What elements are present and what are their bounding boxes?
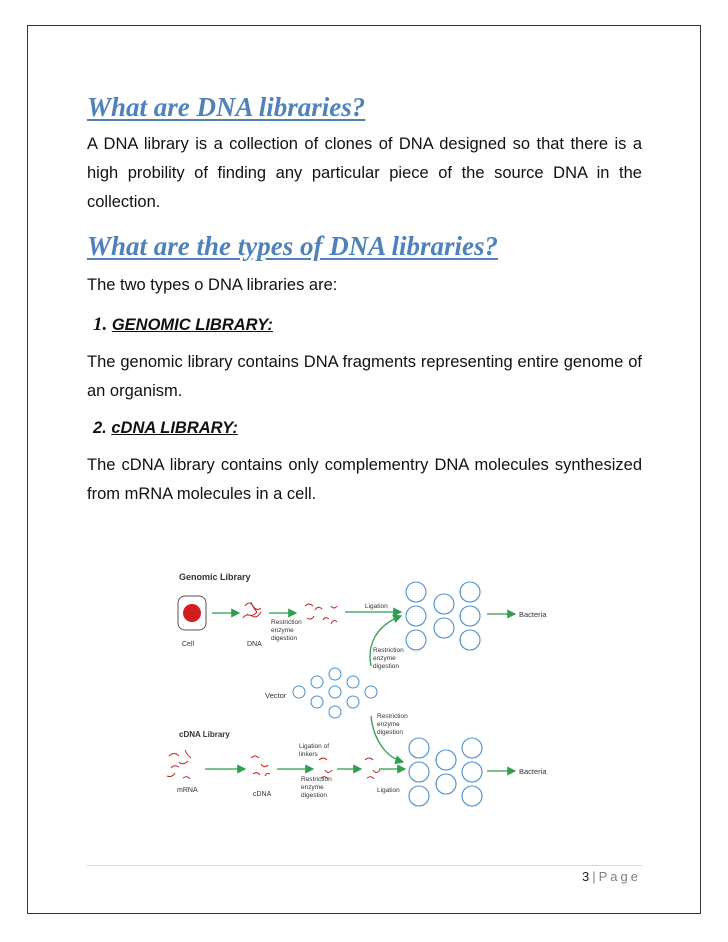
recombinant-plasmid	[406, 606, 426, 626]
paragraph-types-intro: The two types o DNA libraries are:	[87, 276, 338, 294]
mrna-label: mRNA	[177, 787, 198, 794]
genomic-library-title: Genomic Library	[179, 572, 251, 582]
cdna-label: cDNA	[253, 791, 272, 798]
list-label: GENOMIC LIBRARY:	[111, 316, 273, 334]
paragraph-cdna-library: The cDNA library contains only complementry DNA molecules synthesized from mRNA molecules in a cell.	[87, 456, 642, 503]
ligation-top-label: Ligation	[365, 603, 388, 610]
footer-divider	[87, 865, 642, 866]
recombinant-plasmid	[460, 606, 480, 626]
cdna-plasmid	[462, 738, 482, 758]
restriction-mid-line3: digestion	[373, 663, 400, 670]
page-number: 3	[582, 869, 590, 884]
cdna-plasmid	[462, 762, 482, 782]
cdna-plasmid	[436, 750, 456, 770]
digested-cdna-icon	[365, 758, 380, 779]
recombinant-plasmid	[406, 630, 426, 650]
restriction-low-line3: digestion	[377, 729, 404, 736]
heading-what-are-dna-libraries: What are DNA libraries?	[87, 92, 366, 122]
restriction-bot-line2: enzyme	[301, 784, 324, 791]
cdna-plasmid	[462, 786, 482, 806]
cdna-plasmid	[436, 774, 456, 794]
restriction-low-line2: enzyme	[377, 721, 400, 728]
recombinant-plasmid	[460, 582, 480, 602]
restriction-mid-line1: Restriction	[373, 647, 404, 654]
cdna-library-title: cDNA Library	[179, 730, 230, 739]
bacteria-top-label: Bacteria	[519, 610, 547, 619]
dna-label: DNA	[247, 641, 262, 648]
restriction-top-line2: enzyme	[271, 627, 294, 634]
vector-plasmid	[329, 706, 341, 718]
restriction-bot-line1: Restriction	[301, 776, 332, 783]
ligation-linkers-line2: linkers	[299, 751, 318, 758]
paragraph-genomic-library: The genomic library contains DNA fragments representing entire genome of an organism.	[87, 353, 642, 400]
mrna-strand-icon	[167, 750, 191, 779]
cdna-plasmid	[409, 762, 429, 782]
list-item-genomic-library	[87, 310, 642, 340]
dna-fragments-icon	[305, 604, 337, 624]
cdna-plasmid	[409, 738, 429, 758]
vector-plasmid	[365, 686, 377, 698]
page-word: Page	[598, 869, 641, 884]
restriction-low-line1: Restriction	[377, 713, 408, 720]
cell-nucleus-icon	[183, 604, 201, 622]
vector-plasmid	[293, 686, 305, 698]
vector-plasmid	[311, 696, 323, 708]
restriction-top-line3: digestion	[271, 635, 298, 642]
restriction-mid-line2: enzyme	[373, 655, 396, 662]
bacteria-bottom-label: Bacteria	[519, 767, 547, 776]
list-number: 2.	[93, 419, 107, 437]
vector-plasmid	[347, 696, 359, 708]
ligation-linkers-line1: Ligation of	[299, 743, 329, 750]
recombinant-plasmid	[434, 594, 454, 614]
vector-label: Vector	[265, 691, 287, 700]
cdna-strand-icon	[251, 756, 270, 776]
recombinant-plasmid	[406, 582, 426, 602]
page-footer	[582, 869, 641, 884]
restriction-top-line1: Restriction	[271, 619, 302, 626]
cell-label: Cell	[182, 641, 195, 648]
vector-plasmid	[329, 686, 341, 698]
ligation-bottom-label: Ligation	[377, 787, 400, 794]
recombinant-plasmid	[460, 630, 480, 650]
dna-strand-icon	[243, 602, 261, 618]
vector-plasmid	[311, 676, 323, 688]
cdna-plasmid	[409, 786, 429, 806]
list-label: cDNA LIBRARY:	[111, 419, 238, 437]
list-item-cdna-library	[87, 414, 642, 443]
dna-library-diagram	[165, 566, 565, 811]
footer-separator: |	[592, 869, 596, 884]
list-number: 1.	[93, 314, 108, 335]
heading-types-of-dna-libraries: What are the types of DNA libraries?	[87, 231, 499, 261]
document-body	[87, 90, 642, 509]
vector-plasmid	[329, 668, 341, 680]
vector-plasmid	[347, 676, 359, 688]
recombinant-plasmid	[434, 618, 454, 638]
restriction-bot-line3: digestion	[301, 792, 328, 799]
paragraph-definition: A DNA library is a collection of clones of DNA designed so that there is a high probility of finding any particular piece of the source DNA in the collection.	[87, 135, 642, 211]
